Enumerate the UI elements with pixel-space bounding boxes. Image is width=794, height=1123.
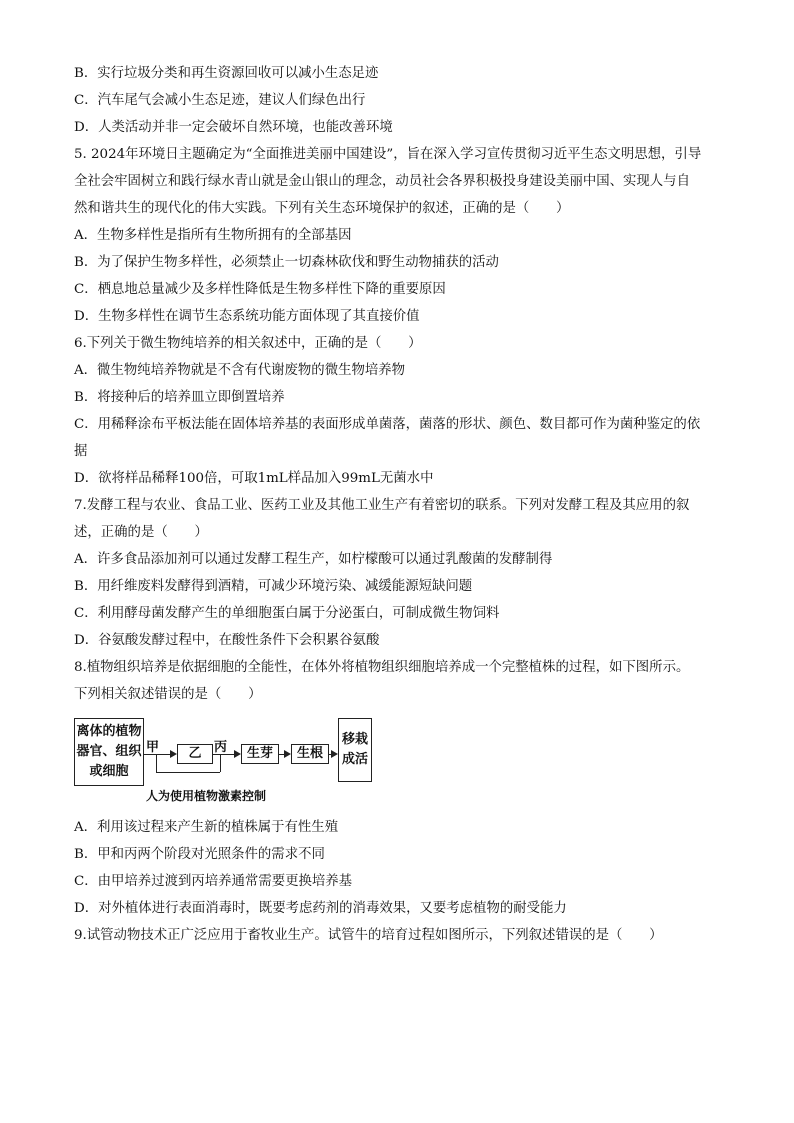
option-6b: B．将接种后的培养皿立即倒置培养: [74, 390, 285, 405]
box-yizai: [338, 718, 372, 782]
option-6a: A．微生物纯培养物就是不含有代谢废物的微生物培养物: [74, 363, 406, 378]
box-yizai-line-1: 移栽: [341, 732, 368, 747]
question-9: 9.试管动物技术正广泛应用于畜牧业生产。试管牛的培育过程如图所示，下列叙述错误的是（ ）: [74, 928, 663, 943]
question-7-line-1: 7.发酵工程与农业、食品工业、医药工业及其他工业生产有着密切的联系。下列对发酵工程及其应用的叙: [74, 498, 690, 513]
box-shengya: 生芽: [241, 744, 279, 764]
option-7c: C．利用酵母菌发酵产生的单细胞蛋白属于分泌蛋白，可制成微生物饲料: [74, 606, 500, 621]
source-box: [74, 718, 144, 786]
box-shenggen: 生根: [291, 744, 329, 764]
option-5c: C．栖息地总量减少及多样性降低是生物多样性下降的重要原因: [74, 282, 446, 297]
box-yizai-line-2: 成活: [341, 752, 368, 767]
option-8c: C．由甲培养过渡到丙培养通常需要更换培养基: [74, 874, 353, 889]
option-4b: B．实行垃圾分类和再生资源回收可以减小生态足迹: [74, 66, 379, 81]
question-8-line-2: 下列相关叙述错误的是（ ）: [74, 687, 262, 702]
source-box-line-3: 或细胞: [89, 764, 129, 779]
label-bing: 丙: [214, 740, 228, 755]
option-7d: D．谷氨酸发酵过程中，在酸性条件下会积累谷氨酸: [74, 633, 380, 648]
bracket-line: [156, 772, 220, 773]
bracket-line: [220, 754, 221, 772]
question-5-line-2: 全社会牢固树立和践行绿水青山就是金山银山的理念，动员社会各界积极投身建设美丽中国、实现人与自: [74, 174, 690, 189]
question-5-line-1: 5. 2024年环境日主题确定为“全面推进美丽中国建设”，旨在深入学习宣传贯彻习近平生态文明思想，引导: [74, 147, 702, 162]
question-7-line-2: 述，正确的是（ ）: [74, 525, 208, 540]
arrow-to-yizai: [331, 750, 338, 758]
option-6c-line-2: 据: [74, 444, 88, 459]
option-5a: A．生物多样性是指所有生物所拥有的全部基因: [74, 228, 352, 243]
question-6: 6.下列关于微生物纯培养的相关叙述中，正确的是（ ）: [74, 336, 422, 351]
option-4d: D．人类活动并非一定会破坏自然环境，也能改善环境: [74, 120, 393, 135]
option-7a: A．许多食品添加剂可以通过发酵工程生产，如柠檬酸可以通过乳酸菌的发酵制得: [74, 552, 553, 567]
diagram-caption: 人为使用植物激素控制: [146, 789, 267, 803]
question-8-line-1: 8.植物组织培养是依据细胞的全能性，在体外将植物组织细胞培养成一个完整植株的过程，如下图所示。: [74, 660, 690, 675]
option-5d: D．生物多样性在调节生态系统功能方面体现了其直接价值: [74, 309, 420, 324]
option-8b: B．甲和丙两个阶段对光照条件的需求不同: [74, 847, 325, 862]
option-5b: B．为了保护生物多样性，必须禁止一切森林砍伐和野生动物捕获的活动: [74, 255, 499, 270]
option-4c: C．汽车尾气会减小生态足迹，建议人们绿色出行: [74, 93, 366, 108]
source-box-line-2: 器官、组织: [76, 744, 142, 759]
option-8a: A．利用该过程来产生新的植株属于有性生殖: [74, 820, 339, 835]
source-box-line-1: 离体的植物: [76, 724, 142, 739]
option-6c-line-1: C．用稀释涂布平板法能在固体培养基的表面形成单菌落，菌落的形状、颜色、数目都可作为菌种鉴定的依: [74, 417, 701, 432]
bracket-line: [156, 754, 157, 772]
option-6d: D．欲将样品稀释100倍，可取1mL样品加入99mL无菌水中: [74, 471, 434, 486]
box-yi: 乙: [177, 744, 213, 764]
arrow-to-shenggen: [284, 750, 291, 758]
arrow-to-yi: [170, 750, 177, 758]
option-7b: B．用纤维废料发酵得到酒精，可减少环境污染、减缓能源短缺问题: [74, 579, 473, 594]
label-jia: 甲: [146, 740, 160, 755]
question-5-line-3: 然和谐共生的现代化的伟大实践。下列有关生态环境保护的叙述，正确的是（ ）: [74, 201, 570, 216]
arrow-to-shengya: [234, 750, 241, 758]
tissue-culture-diagram: [72, 716, 368, 808]
option-8d: D．对外植体进行表面消毒时，既要考虑药剂的消毒效果，又要考虑植物的耐受能力: [74, 901, 567, 916]
